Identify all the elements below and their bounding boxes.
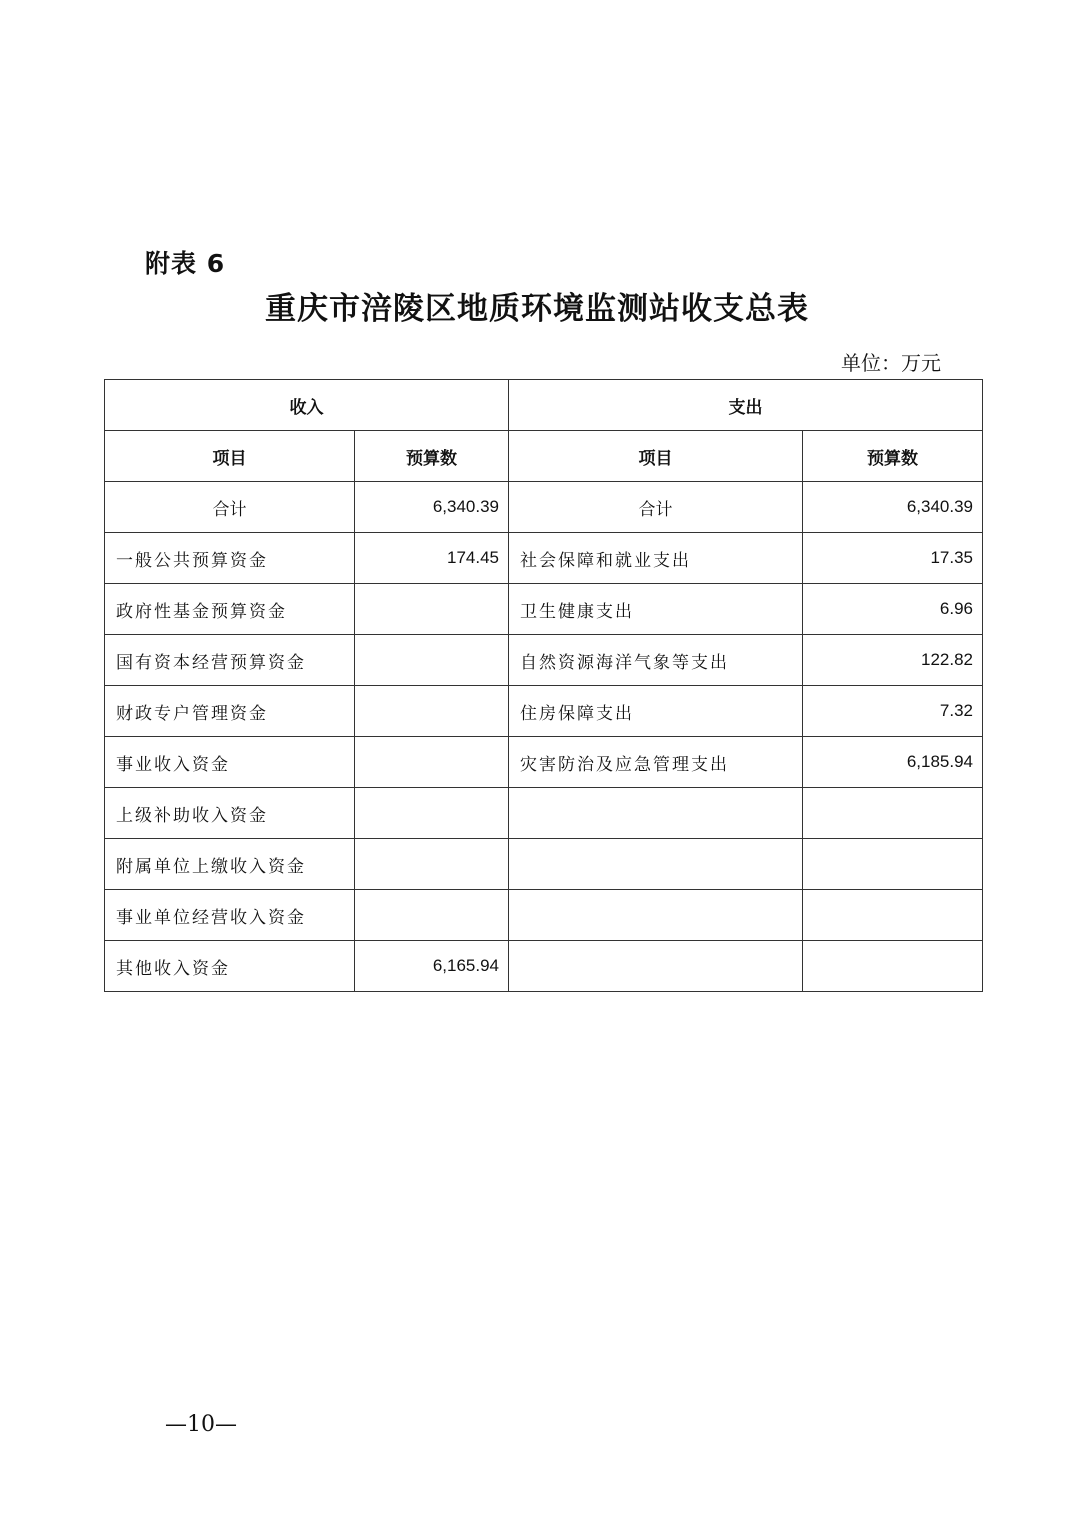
income-item: 其他收入资金 [105,941,355,992]
income-value [355,737,509,788]
expense-item [509,941,803,992]
income-value [355,839,509,890]
expense-total-label: 合计 [509,482,803,533]
income-total-value: 6,340.39 [355,482,509,533]
appendix-label: 附表 6 [145,249,226,278]
income-value [355,890,509,941]
expense-value: 6,185.94 [803,737,983,788]
expense-item: 卫生健康支出 [509,584,803,635]
expense-value [803,941,983,992]
income-item: 财政专户管理资金 [105,686,355,737]
expense-value: 122.82 [803,635,983,686]
income-item-header: 项目 [105,431,355,482]
expense-item: 社会保障和就业支出 [509,533,803,584]
income-budget-header: 预算数 [355,431,509,482]
expense-value [803,839,983,890]
income-item: 国有资本经营预算资金 [105,635,355,686]
income-value: 6,165.94 [355,941,509,992]
income-header: 收入 [105,380,509,431]
table-row [105,941,983,992]
income-item: 事业单位经营收入资金 [105,890,355,941]
expense-total-value: 6,340.39 [803,482,983,533]
table-row [105,788,983,839]
table-row [105,737,983,788]
expense-header: 支出 [509,380,983,431]
column-header-row [105,431,983,482]
expense-item [509,839,803,890]
expense-item [509,890,803,941]
table-row [105,533,983,584]
income-item: 政府性基金预算资金 [105,584,355,635]
table-row [105,635,983,686]
income-item: 上级补助收入资金 [105,788,355,839]
expense-item: 住房保障支出 [509,686,803,737]
unit-label: 单位：万元 [841,351,941,375]
page-number: —10— [165,1412,237,1437]
income-value: 174.45 [355,533,509,584]
expense-budget-header: 预算数 [803,431,983,482]
expense-value: 6.96 [803,584,983,635]
expense-item-header: 项目 [509,431,803,482]
table-row [105,839,983,890]
expense-item: 自然资源海洋气象等支出 [509,635,803,686]
income-item: 事业收入资金 [105,737,355,788]
income-total-label: 合计 [105,482,355,533]
income-value [355,686,509,737]
expense-item [509,788,803,839]
income-item: 一般公共预算资金 [105,533,355,584]
table-row [105,686,983,737]
page-title: 重庆市涪陵区地质环境监测站收支总表 [265,291,809,327]
income-value [355,635,509,686]
expense-value [803,890,983,941]
expense-item: 灾害防治及应急管理支出 [509,737,803,788]
expense-value: 7.32 [803,686,983,737]
income-value [355,584,509,635]
total-row [105,482,983,533]
table-row [105,584,983,635]
section-header-row [105,380,983,431]
income-value [355,788,509,839]
budget-table [104,379,983,992]
income-item: 附属单位上缴收入资金 [105,839,355,890]
table-row [105,890,983,941]
expense-value [803,788,983,839]
expense-value: 17.35 [803,533,983,584]
